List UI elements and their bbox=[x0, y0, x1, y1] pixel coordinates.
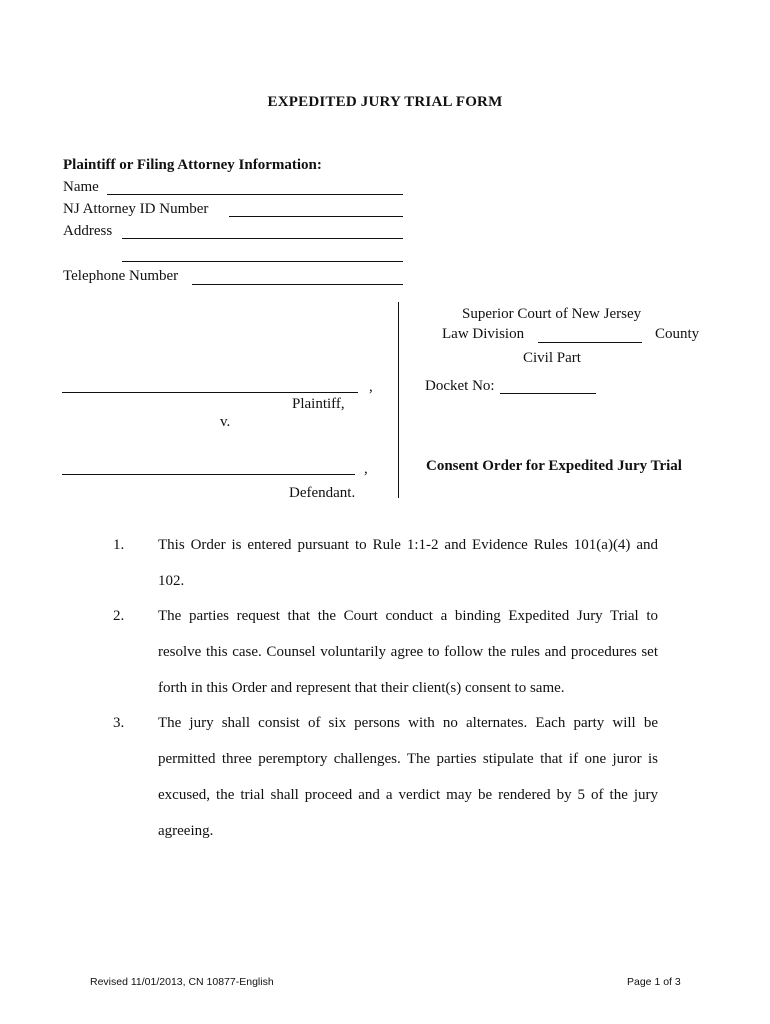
caption-divider bbox=[398, 302, 399, 498]
law-division-label: Law Division bbox=[442, 326, 525, 342]
paragraph-text bbox=[158, 705, 658, 849]
caption-comma-plaintiff: , bbox=[369, 379, 373, 395]
county-field[interactable] bbox=[538, 324, 642, 343]
plaintiff-label: Plaintiff, bbox=[292, 396, 345, 412]
attorney-info-heading: Plaintiff or Filing Attorney Information: bbox=[63, 157, 322, 173]
footer-page-number: Page 1 of 3 bbox=[627, 976, 681, 988]
paragraph-line: resolve this case. Counsel voluntarily agree to follow the rules and procedures set bbox=[158, 644, 658, 660]
address-line1-field[interactable] bbox=[122, 220, 403, 239]
paragraph-number: 1. bbox=[113, 537, 125, 553]
name-label: Name bbox=[63, 179, 99, 195]
caption-comma-defendant: , bbox=[364, 461, 368, 477]
paragraph-line: The jury shall consist of six persons with no alternates. Each party will be bbox=[158, 715, 658, 731]
nj-attorney-id-field[interactable] bbox=[229, 198, 403, 217]
paragraph-number: 3. bbox=[113, 715, 125, 731]
court-name: Superior Court of New Jersey bbox=[462, 306, 642, 322]
paragraph-line: The parties request that the Court conduct a binding Expedited Jury Trial to bbox=[158, 608, 658, 624]
paragraph-line: permitted three peremptory challenges. The parties stipulate that if one juror is bbox=[158, 751, 658, 767]
defendant-name-field[interactable] bbox=[62, 456, 355, 475]
paragraph-number: 2. bbox=[113, 608, 125, 624]
civil-part-label: Civil Part bbox=[523, 350, 581, 366]
address-label: Address bbox=[63, 223, 113, 239]
docket-number-field[interactable] bbox=[500, 375, 596, 394]
plaintiff-name-field[interactable] bbox=[62, 374, 358, 393]
paragraph-line: agreeing. bbox=[158, 823, 214, 839]
paragraph-text bbox=[158, 527, 658, 599]
order-title: Consent Order for Expedited Jury Trial bbox=[426, 458, 682, 474]
paragraph-line: excused, the trial shall proceed and a verdict may be rendered by 5 of the jury bbox=[158, 787, 658, 803]
versus-label: v. bbox=[220, 414, 231, 430]
telephone-label: Telephone Number bbox=[63, 268, 179, 284]
paragraph-line: This Order is entered pursuant to Rule 1:1-2 and Evidence Rules 101(a)(4) and bbox=[158, 537, 658, 553]
docket-label: Docket No: bbox=[425, 378, 495, 394]
telephone-field[interactable] bbox=[192, 266, 403, 285]
paragraph-line: 102. bbox=[158, 573, 185, 589]
paragraph-text bbox=[158, 598, 658, 706]
paragraph-line: forth in this Order and represent that their client(s) consent to same. bbox=[158, 680, 565, 696]
defendant-label: Defendant. bbox=[289, 485, 356, 501]
footer-revision: Revised 11/01/2013, CN 10877-English bbox=[90, 976, 274, 988]
county-label: County bbox=[655, 326, 700, 342]
name-field[interactable] bbox=[107, 176, 403, 195]
document-title: EXPEDITED JURY TRIAL FORM bbox=[267, 94, 503, 110]
address-line2-field[interactable] bbox=[122, 243, 403, 262]
nj-attorney-id-label: NJ Attorney ID Number bbox=[63, 201, 209, 217]
